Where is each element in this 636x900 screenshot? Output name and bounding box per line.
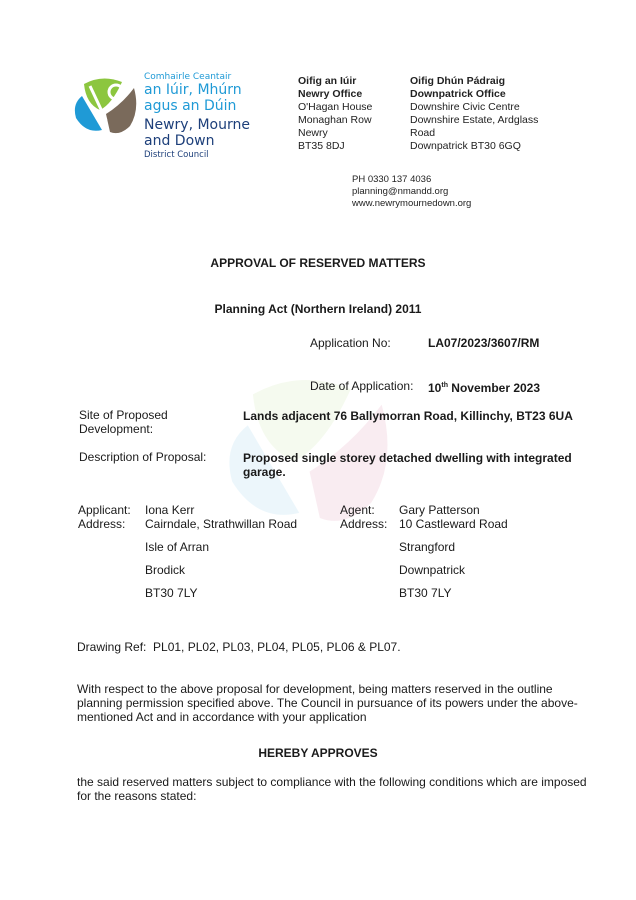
application-no-value: LA07/2023/3607/RM — [428, 336, 540, 350]
newry-office-title: Newry Office — [298, 88, 363, 100]
downpatrick-office-line1: Downshire Civic Centre — [410, 101, 520, 113]
conditions-intro: the said reserved matters subject to compliance with the following conditions which are imposed for the reasons stated: — [77, 775, 587, 803]
newry-office-line2: Monaghan Row — [298, 114, 372, 126]
downpatrick-office-line3: Road — [410, 127, 436, 139]
applicant-labels: Applicant: Address: — [78, 503, 131, 531]
agent-address-line4: BT30 7LY — [399, 586, 452, 600]
agent-labels: Agent: Address: — [340, 503, 388, 531]
logo-english-line2: and Down — [144, 133, 215, 149]
council-emblem-icon — [72, 74, 138, 138]
newry-office-title-irish: Oifig an Iúir — [298, 75, 357, 87]
newry-office-line1: O'Hagan House — [298, 101, 373, 113]
applicant-address-line3: Brodick — [145, 563, 186, 577]
downpatrick-office-address — [410, 75, 538, 153]
agent-address-line1: 10 Castleward Road — [399, 517, 508, 531]
logo-irish-line1: Comhairle Ceantair — [144, 72, 232, 82]
hereby-approves: HEREBY APPROVES — [258, 746, 378, 760]
applicant-address-line2: Isle of Arran — [145, 540, 210, 554]
logo-english-line1: Newry, Mourne — [144, 117, 250, 133]
site-value: Lands adjacent 76 Ballymorran Road, Killinchy, BT23 6UA — [243, 409, 573, 423]
act-title: Planning Act (Northern Ireland) 2011 — [214, 302, 422, 316]
applicant-address-line1: Cairndale, Strathwillan Road — [145, 517, 298, 531]
applicant-details — [145, 503, 297, 600]
logo-english-line3: District Council — [144, 150, 209, 160]
contact-block — [352, 174, 471, 210]
agent-address-line3: Downpatrick — [399, 563, 466, 577]
agent-details — [399, 503, 508, 600]
downpatrick-office-title: Downpatrick Office — [410, 88, 506, 100]
description-value: Proposed single storey detached dwelling with integrated garage. — [243, 451, 572, 479]
downpatrick-office-line4: Downpatrick BT30 6GQ — [410, 140, 521, 152]
drawing-ref: Drawing Ref: PL01, PL02, PL03, PL04, PL05, PL06 & PL07. — [77, 640, 401, 654]
application-date-value: 10th November 2023 — [428, 381, 541, 395]
description-label: Description of Proposal: — [79, 450, 207, 464]
downpatrick-office-line2: Downshire Estate, Ardglass — [410, 114, 539, 126]
logo-irish-line3: agus an Dúin — [144, 98, 237, 114]
downpatrick-office-title-irish: Oifig Dhún Pádraig — [410, 75, 506, 87]
approval-paragraph: With respect to the above proposal for development, being matters reserved in the outline planning permission specified above. The Council in pursuance of its powers under the above- mentioned Act and in accordance with your application — [77, 682, 578, 724]
council-logo — [72, 72, 262, 164]
contact-phone: PH 0330 137 4036 — [352, 174, 432, 185]
newry-office-address — [298, 75, 372, 153]
contact-email[interactable]: planning@nmandd.org — [352, 186, 449, 197]
applicant-address-line4: BT30 7LY — [145, 586, 198, 600]
newry-office-line4: BT35 8DJ — [298, 140, 345, 152]
agent-name: Gary Patterson — [399, 503, 480, 517]
site-label: Site of Proposed Development: — [79, 408, 168, 436]
newry-office-line3: Newry — [298, 127, 328, 139]
contact-website[interactable]: www.newrymournedown.org — [352, 198, 472, 209]
application-no-label: Application No: — [310, 336, 391, 350]
application-date-label: Date of Application: — [310, 379, 414, 393]
applicant-name: Iona Kerr — [145, 503, 195, 517]
logo-irish-line2: an Iúir, Mhúrn — [144, 82, 242, 98]
document-title: APPROVAL OF RESERVED MATTERS — [210, 256, 426, 270]
agent-address-line2: Strangford — [399, 540, 456, 554]
